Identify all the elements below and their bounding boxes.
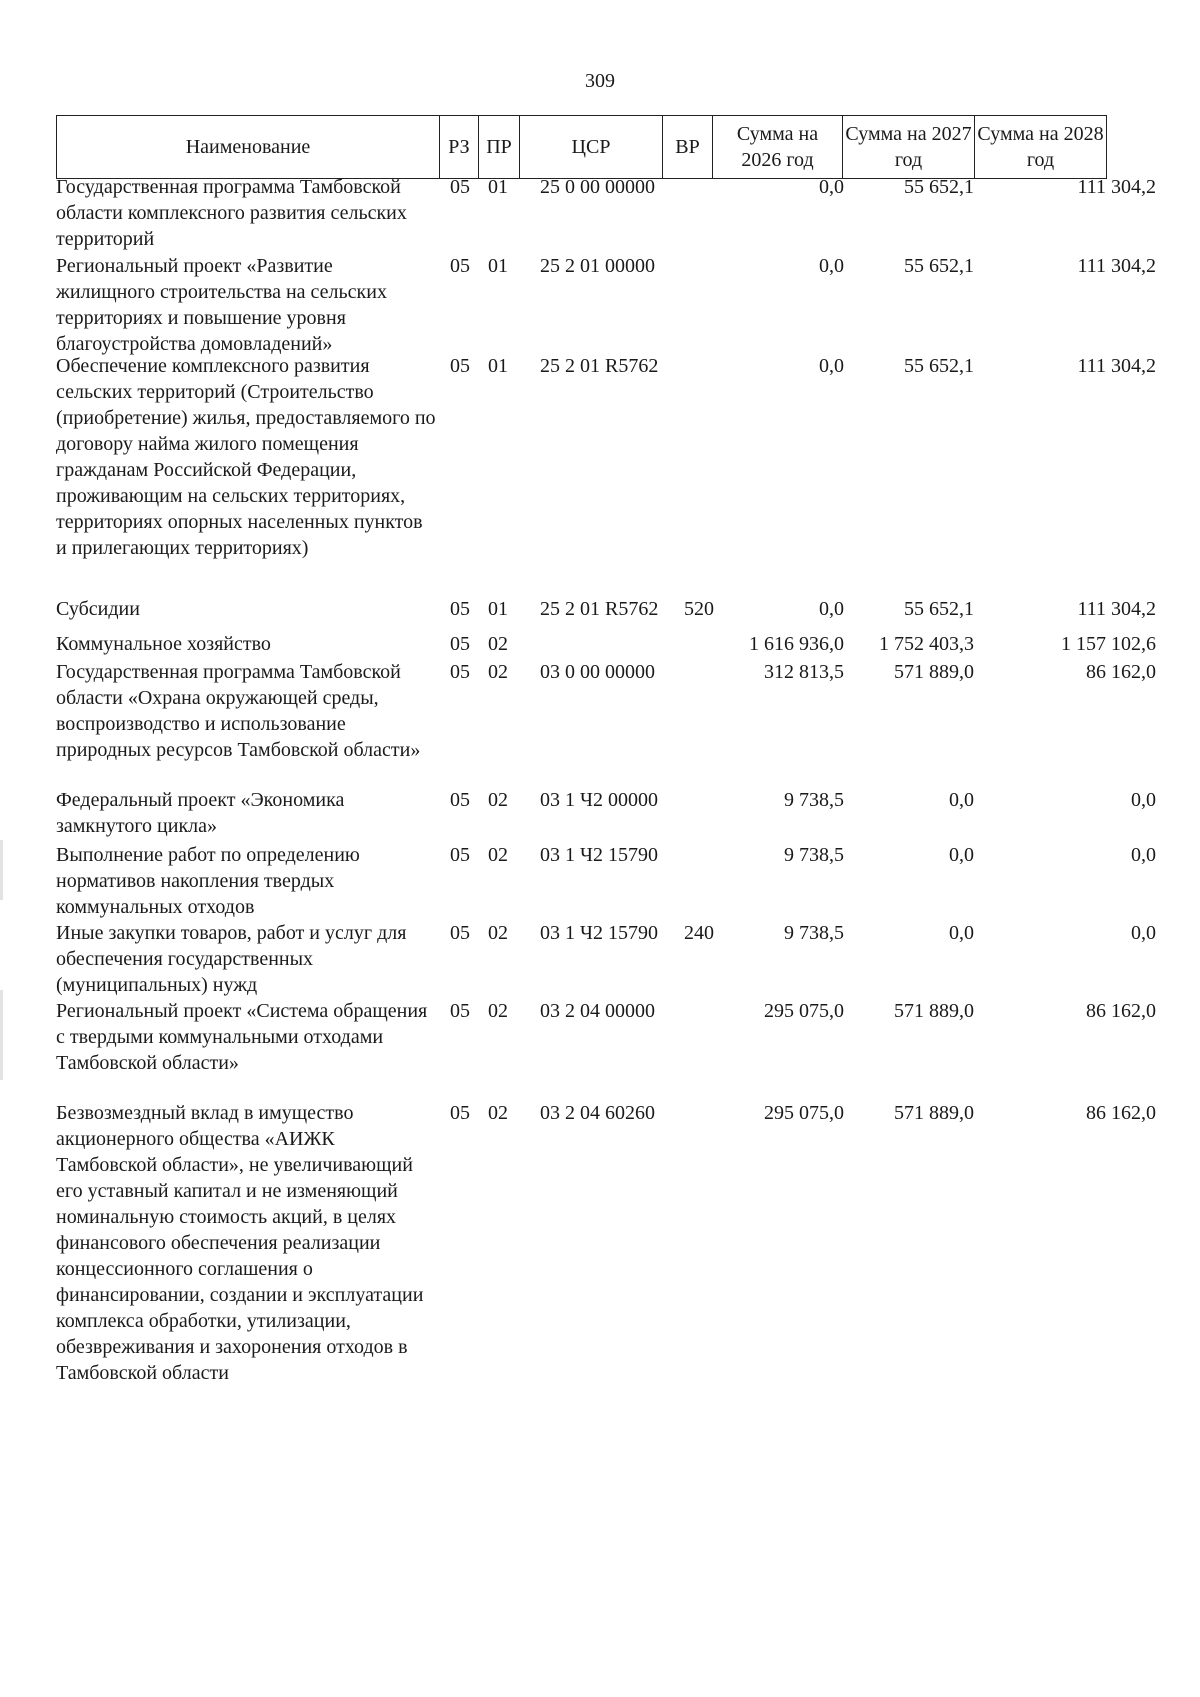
row-name: Безвозмездный вклад в имущество акционерного общества «АИЖК Тамбовской области», не увеличивающий его уставный капитал и не изменяющий номинальную стоимость акций, в целях финансового обеспечения реализации концессионного соглашения о финансировании, создании и эксплуатации комплекса обработки, утилизации, обезвреживания и захоронения отходов в Тамбовской области [56, 1102, 424, 1384]
row-sum-2026: 9 738,5 [784, 844, 844, 866]
row-sum-2027: 571 889,0 [894, 661, 974, 683]
row-sum-2027: 571 889,0 [894, 1102, 974, 1124]
row-sum-2027: 571 889,0 [894, 1000, 974, 1022]
header-pr: ПР [479, 116, 520, 179]
row-sum-2028: 1 157 102,6 [1061, 633, 1156, 655]
row-rz: 05 [450, 355, 470, 377]
row-csr: 03 2 04 00000 [540, 1000, 655, 1022]
row-rz: 05 [450, 844, 470, 866]
row-pr: 02 [488, 789, 508, 811]
row-rz: 05 [450, 255, 470, 277]
header-vr: ВР [663, 116, 713, 179]
row-sum-2026: 9 738,5 [784, 922, 844, 944]
header-rz: РЗ [440, 116, 479, 179]
row-rz: 05 [450, 1000, 470, 1022]
header-sum-2026: Сумма на 2026 год [713, 116, 843, 179]
table-header [56, 115, 1107, 179]
row-sum-2028: 0,0 [1131, 922, 1156, 944]
row-name: Иные закупки товаров, работ и услуг для обеспечения государственных (муниципальных) нужд [56, 922, 407, 996]
row-rz: 05 [450, 661, 470, 683]
row-sum-2028: 111 304,2 [1077, 176, 1156, 198]
table-row [56, 920, 1156, 996]
row-sum-2026: 0,0 [819, 598, 844, 620]
row-sum-2028: 86 162,0 [1086, 1000, 1156, 1022]
row-rz: 05 [450, 176, 470, 198]
row-pr: 02 [488, 633, 508, 655]
row-sum-2028: 111 304,2 [1077, 355, 1156, 377]
header-name: Наименование [57, 116, 440, 179]
row-rz: 05 [450, 598, 470, 620]
row-vr: 240 [684, 922, 714, 944]
row-csr: 25 0 00 00000 [540, 176, 655, 198]
scan-edge-mark [0, 840, 3, 900]
row-pr: 01 [488, 598, 508, 620]
row-name: Коммунальное хозяйство [56, 633, 271, 655]
row-pr: 02 [488, 844, 508, 866]
row-sum-2026: 0,0 [819, 176, 844, 198]
row-pr: 01 [488, 355, 508, 377]
row-sum-2028: 86 162,0 [1086, 1102, 1156, 1124]
row-name: Федеральный проект «Экономика замкнутого цикла» [56, 789, 345, 837]
row-pr: 01 [488, 176, 508, 198]
row-name: Региональный проект «Развитие жилищного строительства на сельских территориях и повышение уровня благоустройства домовладений» [56, 255, 387, 355]
row-name: Государственная программа Тамбовской области комплексного развития сельских территорий [56, 176, 407, 250]
header-sum-2027: Сумма на 2027 год [843, 116, 975, 179]
row-sum-2026: 9 738,5 [784, 789, 844, 811]
row-csr: 03 1 Ч2 00000 [540, 789, 658, 811]
table-row [56, 842, 1156, 918]
row-csr: 03 0 00 00000 [540, 661, 655, 683]
row-sum-2026: 295 075,0 [764, 1102, 844, 1124]
table-row [56, 659, 1156, 761]
row-name: Выполнение работ по определению нормативов накопления твердых коммунальных отходов [56, 844, 360, 918]
row-sum-2026: 1 616 936,0 [749, 633, 844, 655]
row-sum-2028: 111 304,2 [1077, 255, 1156, 277]
row-pr: 02 [488, 1000, 508, 1022]
row-sum-2027: 55 652,1 [904, 355, 974, 377]
row-rz: 05 [450, 633, 470, 655]
row-pr: 01 [488, 255, 508, 277]
page-number: 309 [585, 70, 615, 92]
row-sum-2026: 312 813,5 [764, 661, 844, 683]
row-rz: 05 [450, 789, 470, 811]
table-row [56, 787, 1156, 837]
row-vr: 520 [684, 598, 714, 620]
row-sum-2026: 295 075,0 [764, 1000, 844, 1022]
row-csr: 25 2 01 R5762 [540, 598, 659, 620]
row-pr: 02 [488, 1102, 508, 1124]
table-row [56, 596, 1156, 620]
row-pr: 02 [488, 661, 508, 683]
table-row [56, 174, 1156, 250]
row-sum-2027: 55 652,1 [904, 598, 974, 620]
row-name: Региональный проект «Система обращения с твердыми коммунальными отходами Тамбовской области» [56, 1000, 428, 1074]
row-sum-2027: 0,0 [949, 789, 974, 811]
row-sum-2028: 0,0 [1131, 789, 1156, 811]
row-rz: 05 [450, 922, 470, 944]
row-csr: 03 1 Ч2 15790 [540, 844, 658, 866]
row-sum-2028: 111 304,2 [1077, 598, 1156, 620]
table-row [56, 1100, 1156, 1384]
table-row [56, 353, 1156, 559]
row-sum-2027: 0,0 [949, 844, 974, 866]
row-sum-2028: 86 162,0 [1086, 661, 1156, 683]
table-row [56, 631, 1156, 655]
row-sum-2027: 55 652,1 [904, 255, 974, 277]
row-csr: 03 2 04 60260 [540, 1102, 655, 1124]
row-csr: 25 2 01 00000 [540, 255, 655, 277]
row-name: Обеспечение комплексного развития сельских территорий (Строительство (приобретение) жилья, предоставляемого по договору найма жилого помещения гражданам Российской Федерации, проживающим на сельских территориях, территориях опорных населенных пунктов и прилегающих территориях) [56, 355, 436, 559]
row-sum-2027: 1 752 403,3 [879, 633, 974, 655]
header-csr: ЦСР [520, 116, 663, 179]
header-sum-2028: Сумма на 2028 год [975, 116, 1107, 179]
row-sum-2026: 0,0 [819, 255, 844, 277]
row-sum-2028: 0,0 [1131, 844, 1156, 866]
row-csr: 25 2 01 R5762 [540, 355, 659, 377]
table-row [56, 998, 1156, 1074]
scan-edge-mark [0, 990, 3, 1080]
row-rz: 05 [450, 1102, 470, 1124]
row-name: Государственная программа Тамбовской области «Охрана окружающей среды, воспроизводство и использование природных ресурсов Тамбовской области» [56, 661, 421, 761]
row-csr: 03 1 Ч2 15790 [540, 922, 658, 944]
row-sum-2026: 0,0 [819, 355, 844, 377]
table-row [56, 253, 1156, 355]
row-name: Субсидии [56, 598, 140, 620]
row-sum-2027: 0,0 [949, 922, 974, 944]
row-pr: 02 [488, 922, 508, 944]
row-sum-2027: 55 652,1 [904, 176, 974, 198]
